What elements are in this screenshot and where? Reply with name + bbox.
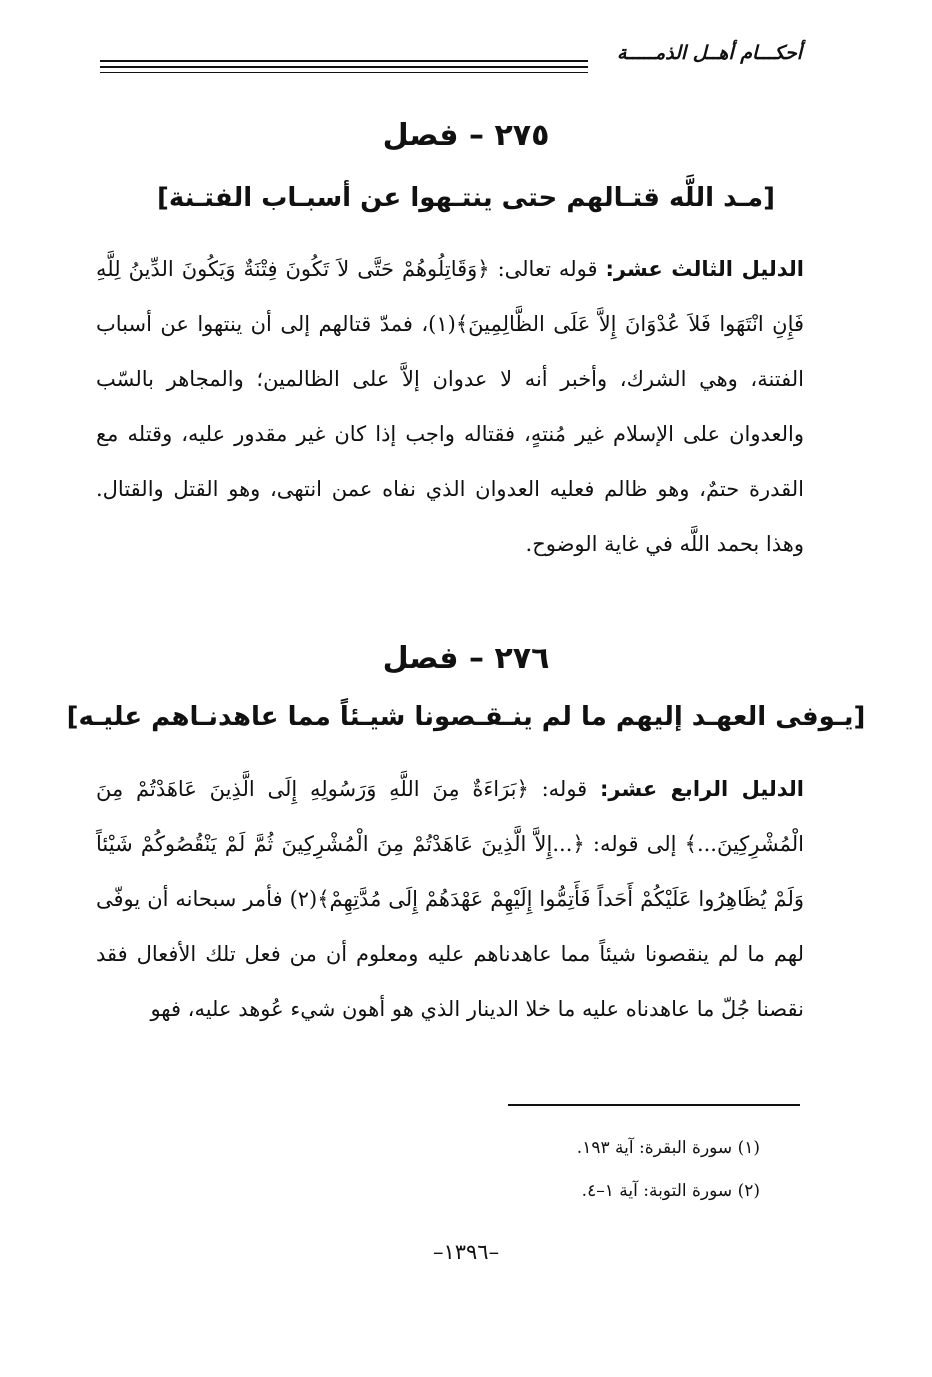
section-title: [مـد اللَّه قتـالهم حتى ينتـهوا عن أسبـاب الفتـنة] <box>157 183 775 213</box>
header-rule <box>100 60 588 62</box>
section-paragraph <box>96 762 804 1037</box>
header-rule <box>100 72 588 73</box>
paragraph-lead: الدليل الثالث عشر: <box>605 257 804 281</box>
footnote-separator <box>508 1104 800 1106</box>
footnote: (١) سورة البقرة: آية ١٩٣. <box>576 1138 760 1158</box>
paragraph-lead: الدليل الرابع عشر: <box>600 777 804 801</box>
paragraph-body: قوله تعالى: ﴿وَقَاتِلُوهُمْ حَتَّى لاَ تَكُونَ فِتْنَةٌ وَيَكُونَ الدِّينُ لِلَّهِ فَإِنِ انْتَهَوا فَلاَ عُدْوَانَ إِلاَّ عَلَى الظَّالِمِينَ﴾(١)، فمدّ قتالهم إلى أن ينتهوا عن أسباب الفتنة، وهي الشرك، وأخبر أنه لا عدوان إلاَّ على الظالمين؛ والمجاهر بالسّب والعدوان على الإسلام غير مُنتهٍ، فقتاله واجب إذا كان غير مقدور عليه، وقتله مع القدرة حتمٌ، وهو ظالم فعليه العدوان الذي نفاه عمن انتهى، وهو القتل والقتال. وهذا بحمد اللَّه في غاية الوضوح. <box>96 257 804 556</box>
section-number-heading: ٢٧٥ – فصل <box>382 118 550 153</box>
footnote: (٢) سورة التوبة: آية ١–٤. <box>581 1181 760 1201</box>
paragraph-body: قوله: ﴿بَرَاءَةٌ مِنَ اللَّهِ وَرَسُولِهِ إِلَى الَّذِينَ عَاهَدْتُمْ مِنَ الْمُشْرِكِينَ...﴾ إلى قوله: ﴿...إِلاَّ الَّذِينَ عَاهَدْتُمْ مِنَ الْمُشْرِكِينَ ثُمَّ لَمْ يَنْقُصُوكُمْ شَيْئاً وَلَمْ يُظَاهِرُوا عَلَيْكُمْ أَحَداً فَأَتِمُّوا إِلَيْهِمْ عَهْدَهُمْ إِلَى مُدَّتِهِمْ﴾(٢) فأمر سبحانه أن يوفّى لهم ما لم ينقصونا شيئاً مما عاهدناهم عليه ومعلوم أن من فعل تلك الأفعال فقد نقصنا جُلّ ما عاهدناه عليه ما خلا الدينار الذي هو أهون شيء عُوهد عليه، فهو <box>96 777 804 1021</box>
header-rule <box>100 66 588 68</box>
running-header: أحكـــام أهــل الذمـــــة <box>616 42 802 64</box>
page-number: –١٣٩٦– <box>432 1240 500 1264</box>
section-number-heading: ٢٧٦ – فصل <box>382 641 550 676</box>
section-title: [يـوفى العهـد إليهم ما لم ينـقـصونا شيـئاً مما عاهدنـاهم عليـه] <box>66 702 866 732</box>
section-paragraph <box>96 242 804 572</box>
